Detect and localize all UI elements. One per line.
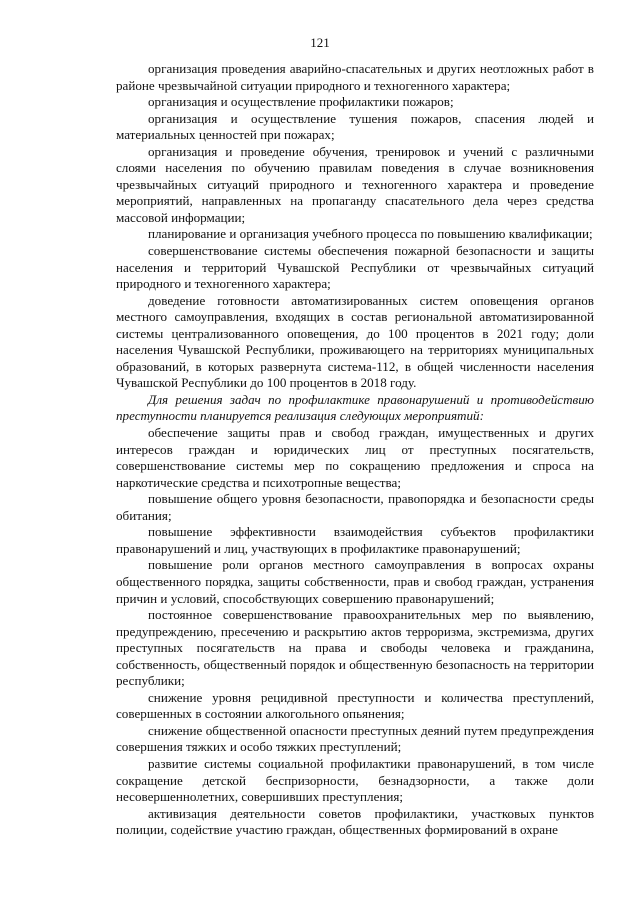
section-intro-paragraph: Для решения задач по профилактике правонарушений и противодействию преступности планируется реализация следующих мероприятий: (116, 391, 594, 424)
paragraph: организация проведения аварийно-спасательных и других неотложных работ в районе чрезвычайной ситуации природного и техногенного характера; (116, 61, 594, 93)
paragraph: повышение общего уровня безопасности, правопорядка и безопасности среды обитания; (116, 491, 594, 523)
paragraph: доведение готовности автоматизированных систем оповещения органов местного самоуправления, входящих в состав региональной автоматизированной системы централизованного оповещения, до 100 процентов в 2021 году; доли населения Чувашской Республики, проживающего на территориях муниципальных образований, в которых развернута система-112, в общей численности населения Чувашской Республики до 100 процентов в 2018 году. (116, 292, 594, 391)
paragraph: организация и осуществление тушения пожаров, спасения людей и материальных ценностей при пожарах; (116, 110, 594, 143)
paragraph: постоянное совершенствование правоохранительных мер по выявлению, предупреждению, пресечению и раскрытию актов терроризма, экстремизма, других преступных посягательств на права и свободы человека и гражданина, собственность, общественный порядок и общественную безопасность на территории республики; (116, 607, 594, 689)
paragraph: организация и осуществление профилактики пожаров; (148, 94, 454, 110)
page-number: 121 (310, 35, 330, 50)
paragraph: снижение общественной опасности преступных деяний путем предупреждения совершения тяжких и особо тяжких преступлений; (116, 722, 594, 755)
document-body (116, 61, 594, 839)
paragraph: обеспечение защиты прав и свобод граждан, имущественных и других интересов граждан и юридических лиц от преступных посягательств, совершенствование системы мер по сокращению предложения и спроса на наркотические средства и психотропные вещества; (116, 425, 594, 490)
paragraph: активизация деятельности советов профилактики, участковых пунктов полиции, содействие участию граждан, общественных формирований в охране (116, 805, 594, 838)
paragraph: развитие системы социальной профилактики правонарушений, в том числе сокращение детской беспризорности, безнадзорности, а также доли несовершеннолетних, совершивших преступления; (116, 755, 594, 805)
paragraph: планирование и организация учебного процесса по повышению квалификации; (148, 226, 593, 242)
paragraph: повышение эффективности взаимодействия субъектов профилактики правонарушений и лиц, участвующих в профилактике правонарушений; (116, 524, 594, 556)
paragraph: повышение роли органов местного самоуправления в вопросах охраны общественного порядка, защиты собственности, прав и свобод граждан, устранения причин и условий, способствующих совершению правонарушений; (116, 557, 594, 606)
paragraph: совершенствование системы обеспечения пожарной безопасности и защиты населения и территорий Чувашской Республики от чрезвычайных ситуаций природного и техногенного характера; (116, 243, 594, 292)
paragraph: организация и проведение обучения, тренировок и учений с различными слоями населения по обучению правилам поведения в случае возникновения чрезвычайных ситуаций природного и техногенного характера и проведение мероприятий, направленных на пропаганду спасательного дела через средства массовой информации; (116, 143, 594, 225)
paragraph: снижение уровня рецидивной преступности и количества преступлений, совершенных в состоянии алкогольного опьянения; (116, 689, 594, 722)
